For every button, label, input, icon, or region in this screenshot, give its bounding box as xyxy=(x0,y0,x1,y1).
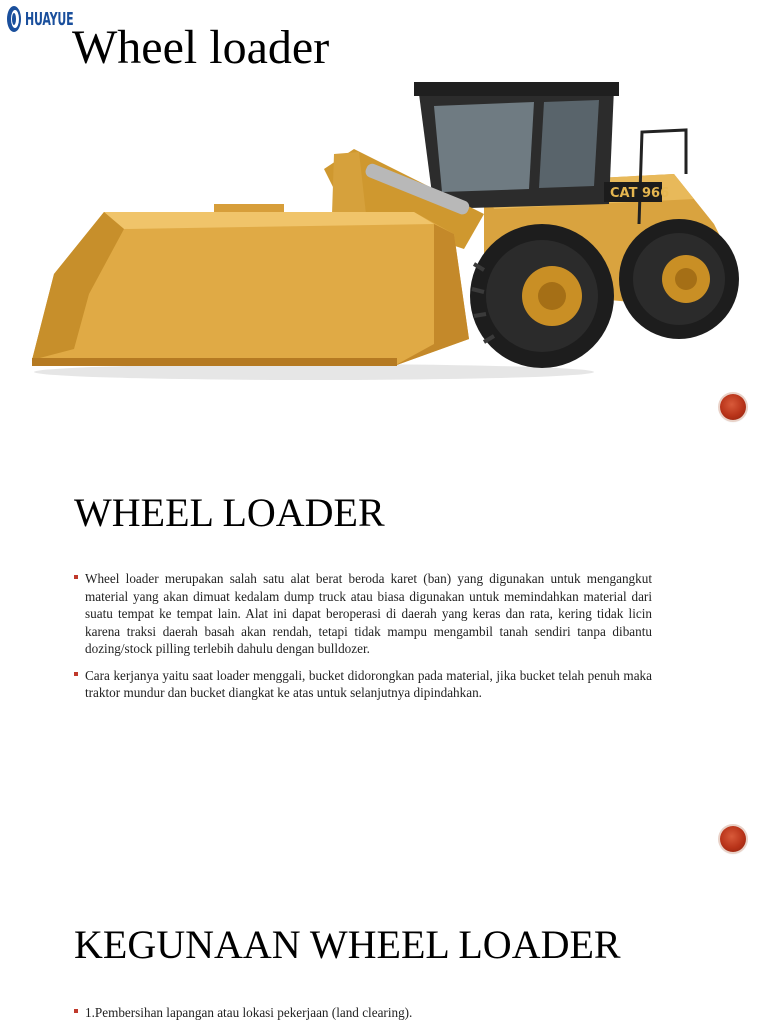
bullet-list xyxy=(74,1004,652,1031)
list-item xyxy=(74,1004,652,1022)
slide-heading: WHEEL LOADER xyxy=(74,490,385,535)
bullet-square-icon xyxy=(74,672,78,676)
slide-heading: KEGUNAAN WHEEL LOADER xyxy=(74,922,621,967)
bullet-square-icon xyxy=(74,575,78,579)
slide-marker-dot xyxy=(720,394,746,420)
slide-wheel-loader xyxy=(0,440,768,860)
slide-title xyxy=(0,0,768,420)
bullet-text: 1.Pembersihan lapangan atau lokasi pekerjaan (land clearing). xyxy=(85,1005,413,1020)
list-item xyxy=(74,570,652,658)
bullet-text: Cara kerjanya yaitu saat loader menggali, bucket didorongkan pada material, jika bucket telah penuh maka traktor mundur dan bucket diangkat ke atas untuk selanjutnya dipindahkan. xyxy=(85,667,652,700)
bullet-square-icon xyxy=(74,1009,78,1013)
model-badge: CAT 966 xyxy=(610,186,670,201)
bullet-list xyxy=(74,570,652,711)
bullet-text: Wheel loader merupakan salah satu alat berat beroda karet (ban) yang digunakan untuk mengangkut material yang akan dimuat kedalam dump truck atau biasa digunakan untuk memindahkan material dari suatu tempat ke tempat lain. Alat ini dapat beroperasi di daerah yang keras dan rata, kering tidak licin karena traksi daerah basah akan rendah, tetapi tidak mampu mengambil tanah sendiri tanpa dibantu dozing/stock pilling terlebih dahulu dengan bulldozer. xyxy=(85,571,652,656)
logo-mark-icon xyxy=(6,4,22,34)
wheel-loader-image xyxy=(14,74,740,384)
list-item xyxy=(74,667,652,702)
slide-kegunaan xyxy=(0,900,768,1024)
slide-title-text: Wheel loader xyxy=(72,21,330,74)
logo-text: HUAYUE xyxy=(25,8,74,30)
slide-marker-dot xyxy=(720,826,746,852)
company-logo xyxy=(6,4,73,34)
